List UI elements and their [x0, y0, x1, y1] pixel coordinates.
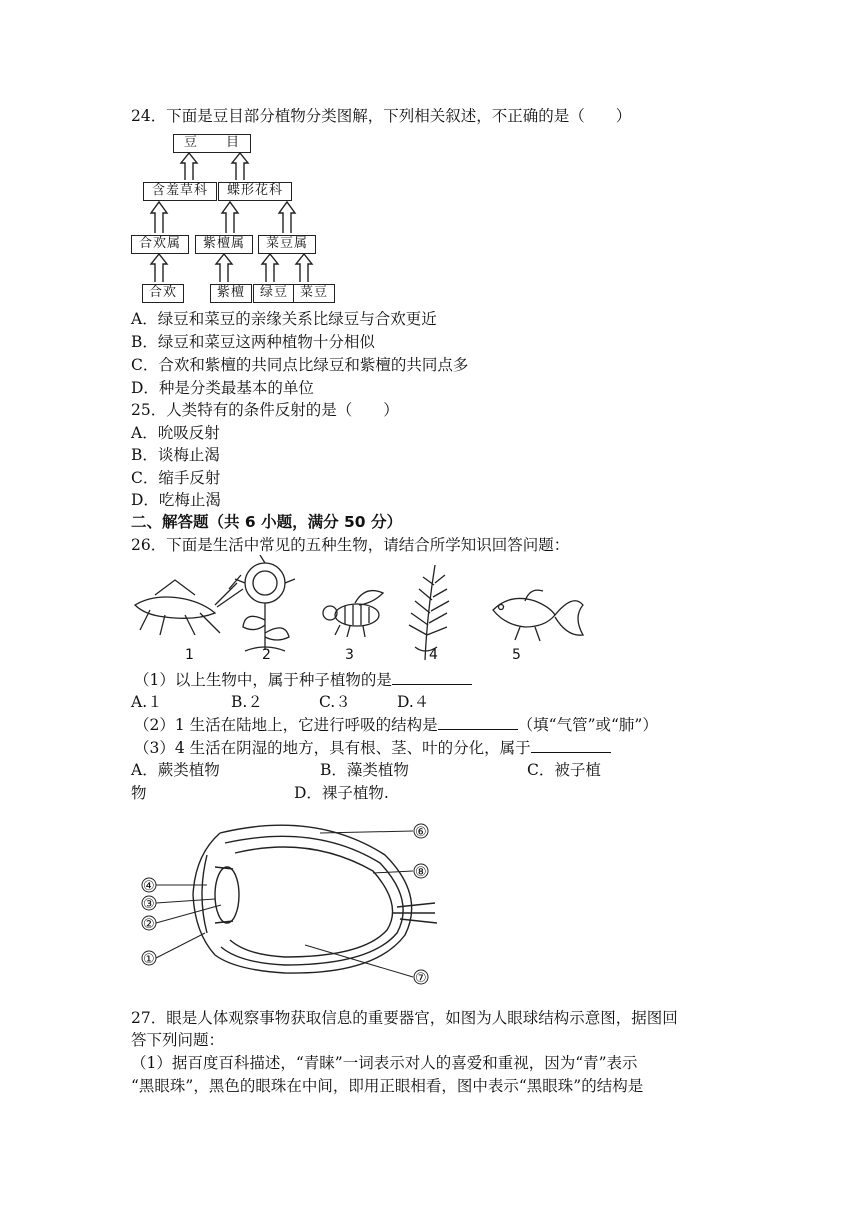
genus-box-albizia: 合欢属	[131, 235, 189, 254]
q26-part1: （1）以上生物中，属于种子植物的是	[134, 670, 472, 690]
species-box-pterocarpus: 紫檀	[210, 284, 252, 303]
eye-label-7: ⑦	[415, 971, 427, 985]
arrow-up-icon	[279, 202, 295, 233]
diagram-arrows	[0, 0, 860, 320]
figure-label-3: 3	[345, 647, 354, 663]
figure-label-2: 2	[262, 647, 271, 663]
species-box-albizia: 合欢	[142, 284, 184, 303]
q26-p1-option-a: A.１	[131, 693, 163, 711]
q26-p1-option-c: C.３	[319, 693, 351, 711]
eyeball-diagram	[135, 815, 445, 985]
order-box: 豆 目	[173, 134, 251, 153]
q25-option-a: A．吮吸反射	[131, 424, 220, 442]
species-box-bean: 菜豆	[293, 284, 335, 303]
q26-p3-option-c-cont: 物	[131, 784, 147, 802]
q25-option-b: B．谈梅止渴	[131, 446, 220, 464]
q25-option-d: D．吃梅止渴	[131, 491, 221, 509]
lens	[215, 867, 239, 923]
eye-label-3: ③	[143, 897, 155, 912]
arrow-up-icon	[222, 202, 238, 233]
figure-label-1: 1	[185, 647, 194, 663]
section-heading: 二、解答题（共 6 小题，满分 50 分）	[131, 513, 402, 531]
q27-line2: 答下列问题：	[131, 1031, 225, 1049]
answer-blank[interactable]	[392, 670, 472, 685]
arrow-up-icon	[216, 254, 232, 282]
bee-icon	[323, 591, 383, 637]
q26-p3-option-a: A．蕨类植物	[131, 761, 220, 779]
q26-p1-option-d: D.４	[397, 693, 430, 711]
organisms-figure	[125, 555, 585, 665]
optic-nerve	[393, 903, 437, 923]
species-box-mungbean: 绿豆	[253, 284, 295, 303]
q25-option-c: C．缩手反射	[131, 469, 221, 487]
figure-label-5: 5	[512, 647, 521, 663]
q27-line1: 27．眼是人体观察事物获取信息的重要器官，如图为人眼球结构示意图，据图回	[131, 1009, 678, 1027]
eye-label-6: ⑥	[415, 825, 427, 840]
arrow-up-icon	[232, 153, 248, 180]
q26-part3: （3）4 生活在阴湿的地方，具有根、茎、叶的分化，属于	[134, 738, 611, 758]
eye-label-1: ①	[143, 952, 155, 967]
q26-part2: （2）1 生活在陆地上，它进行呼吸的结构是 （填“气管”或“肺”）	[134, 716, 658, 734]
q26-p3-option-b: B．藻类植物	[320, 761, 409, 779]
q27-line4: “黑眼珠”，黑色的眼珠在中间，即用正眼相看，图中表示“黑眼珠”的结构是	[131, 1077, 644, 1095]
arrow-up-icon	[262, 254, 278, 282]
eye-label-8: ⑧	[415, 865, 427, 880]
sunflower-icon	[235, 555, 295, 651]
q26-p3-option-c: C．被子植	[527, 761, 601, 779]
answer-blank[interactable]	[438, 715, 518, 730]
q24-option-a: A．绿豆和菜豆的亲缘关系比绿豆与合欢更近	[131, 310, 437, 328]
genus-box-phaseolus: 菜豆属	[258, 235, 316, 254]
fern-icon	[409, 565, 449, 660]
grasshopper-icon	[135, 575, 243, 635]
arrow-up-icon	[151, 202, 167, 233]
q26-p3-option-d: D．裸子植物.	[294, 784, 389, 802]
arrow-up-icon	[181, 153, 197, 180]
sclera-outline	[215, 825, 412, 973]
q24-option-d: D．种是分类最基本的单位	[131, 379, 314, 397]
genus-box-pterocarpus: 紫檀属	[195, 235, 253, 254]
goldfish-icon	[493, 590, 583, 641]
q25-stem: 25．人类特有的条件反射的是（ ）	[131, 401, 399, 419]
arrow-up-icon	[151, 254, 167, 282]
q26-stem: 26．下面是生活中常见的五种生物，请结合所学知识回答问题：	[131, 536, 570, 554]
eye-label-2: ②	[143, 917, 155, 932]
q27-line3: （1）据百度百科描述，“青睐”一词表示对人的喜爱和重视，因为“青”表示	[131, 1054, 638, 1072]
q24-stem: 24．下面是豆目部分植物分类图解，下列相关叙述，不正确的是（ ）	[131, 107, 632, 125]
answer-blank[interactable]	[531, 738, 611, 753]
eye-label-4: ④	[143, 879, 155, 894]
q24-option-c: C．合欢和紫檀的共同点比绿豆和紫檀的共同点多	[131, 356, 469, 374]
arrow-up-icon	[296, 254, 312, 282]
q26-p1-option-b: B.２	[231, 693, 263, 711]
family-box-papilionaceae: 蝶形花科	[218, 182, 292, 201]
figure-label-4: 4	[429, 647, 438, 663]
q24-option-b: B．绿豆和菜豆这两种植物十分相似	[131, 333, 375, 351]
family-box-mimosaceae: 含羞草科	[143, 182, 217, 201]
